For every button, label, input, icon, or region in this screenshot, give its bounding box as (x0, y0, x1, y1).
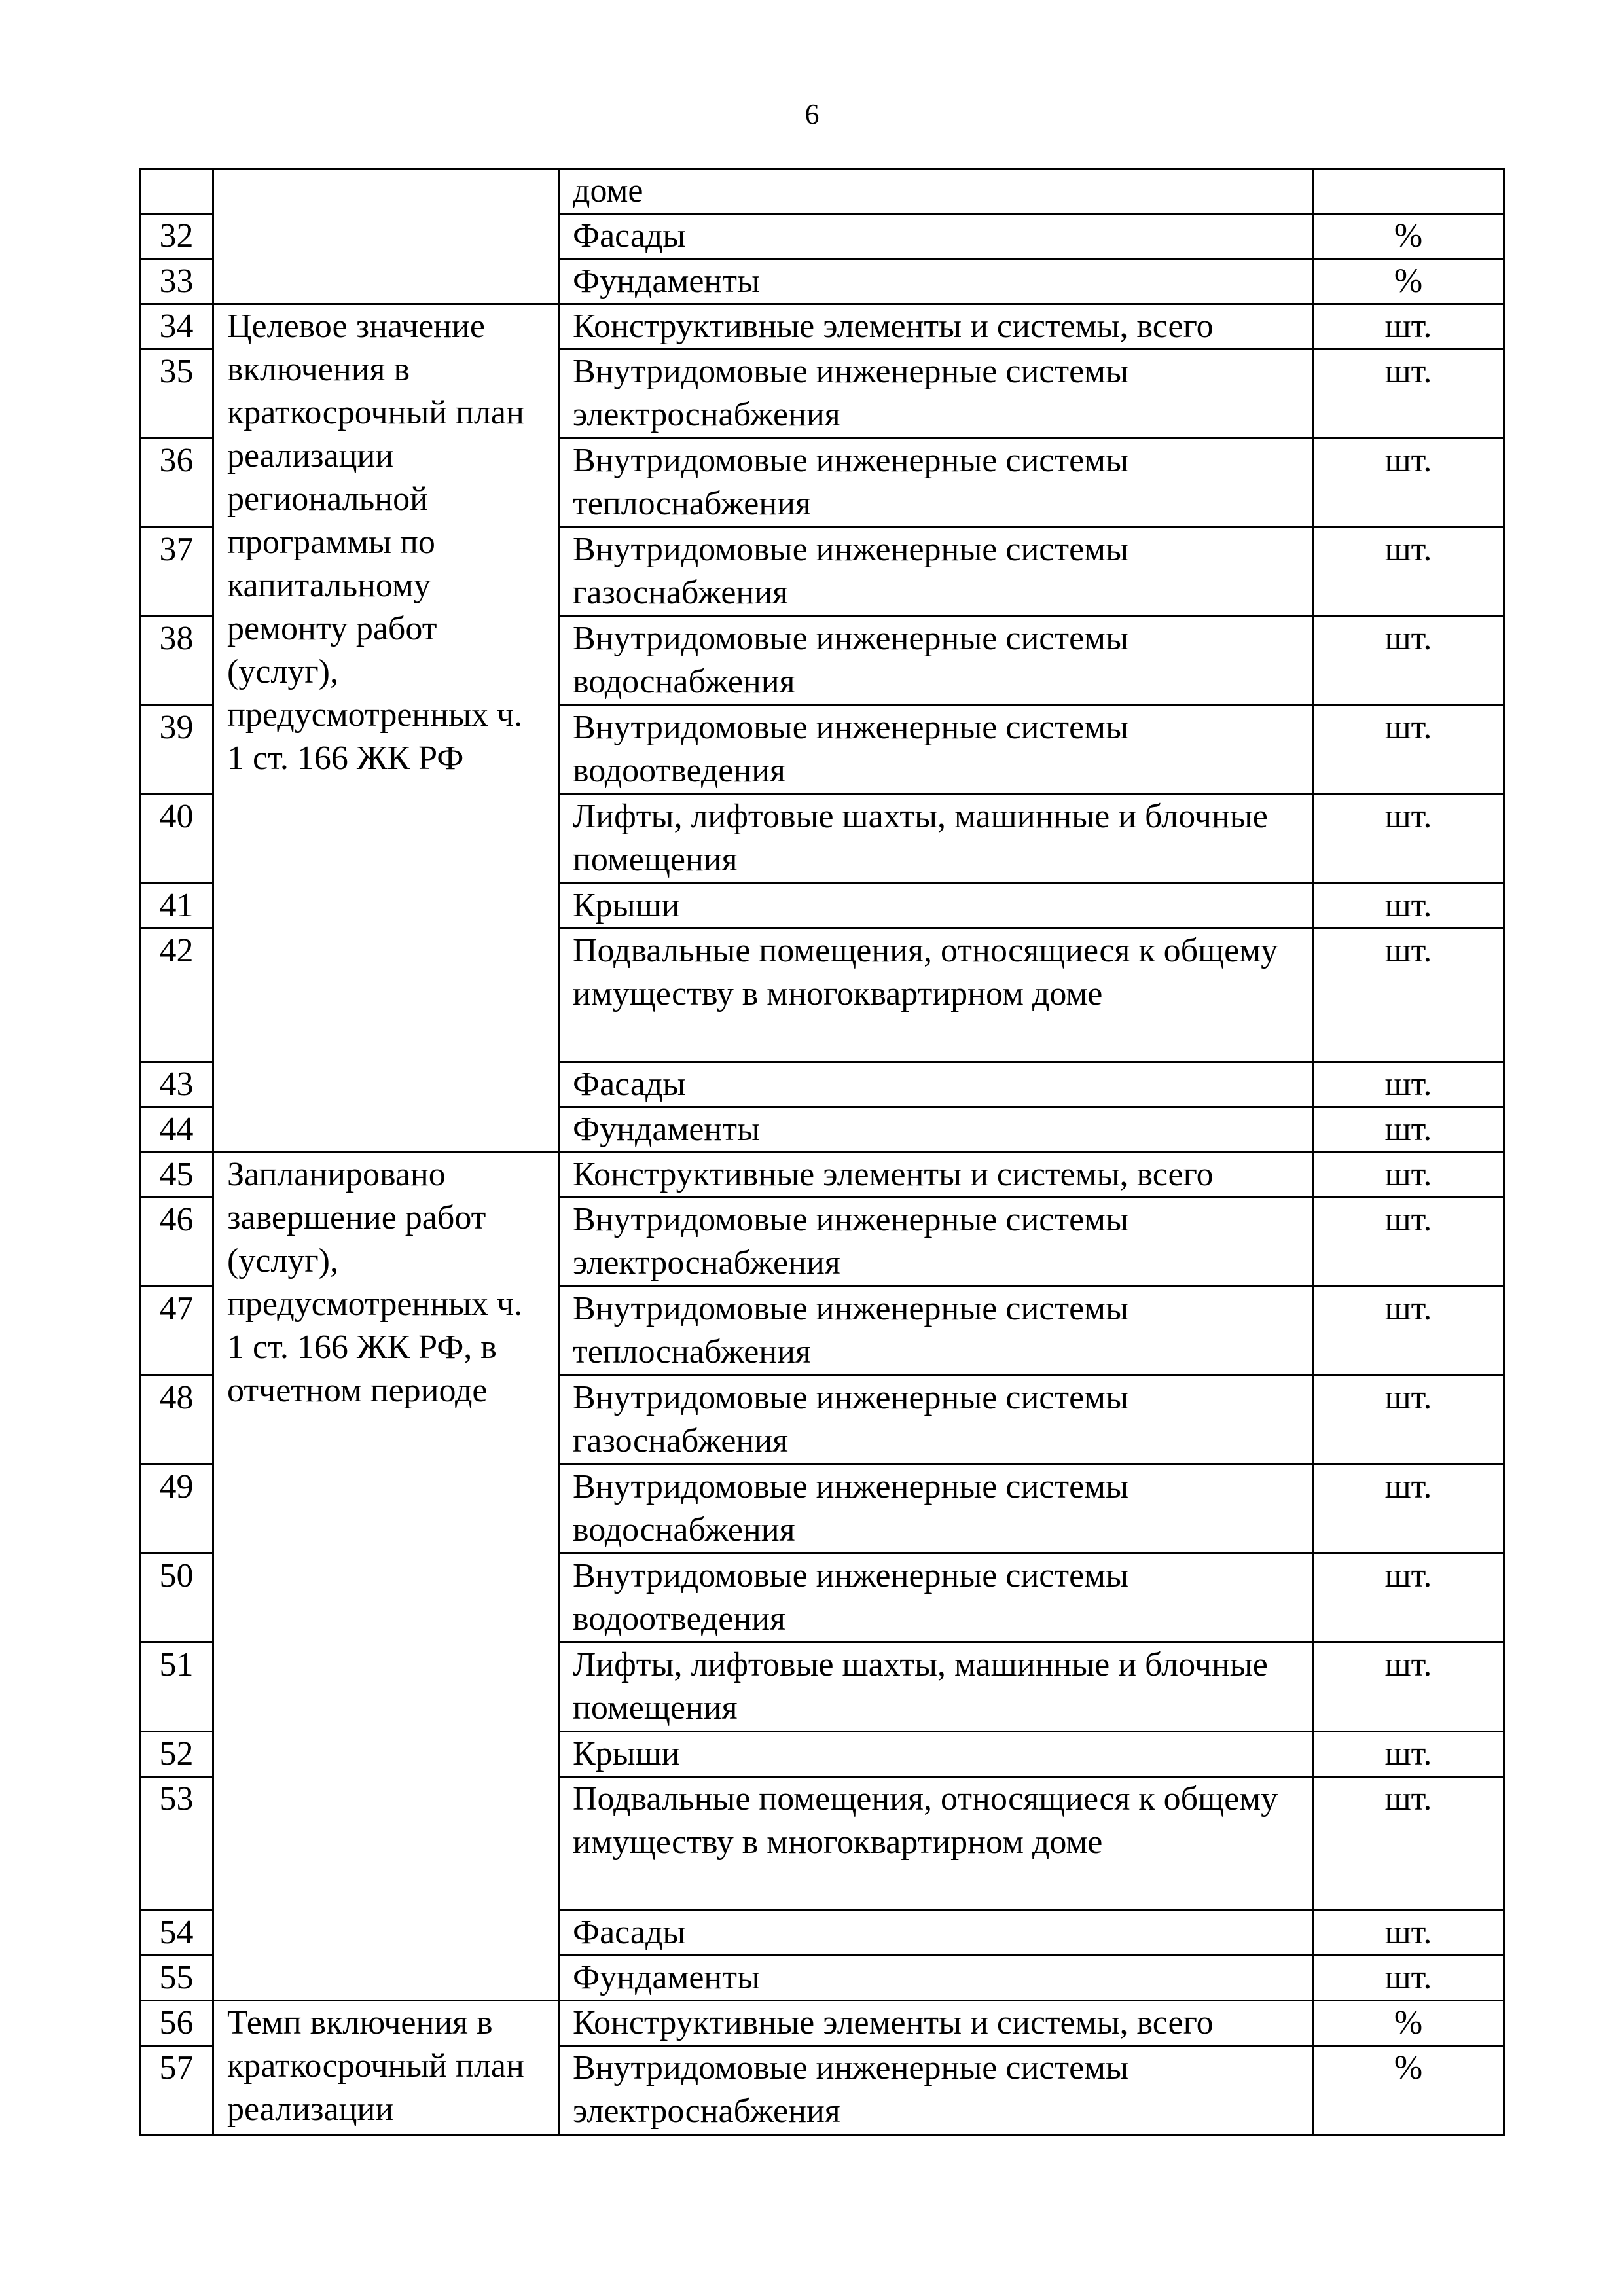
row-number: 41 (140, 884, 213, 929)
row-number (140, 169, 213, 214)
row-number: 53 (140, 1777, 213, 1910)
row-number: 47 (140, 1287, 213, 1376)
item-label: Внутридомовые инженерные системы теплоснабжения (559, 1287, 1313, 1376)
item-label: Внутридомовые инженерные системы теплоснабжения (559, 439, 1313, 528)
table-row (140, 169, 1504, 214)
unit-label: шт. (1313, 1062, 1504, 1107)
page-number: 6 (804, 98, 820, 130)
unit-label: шт. (1313, 1732, 1504, 1777)
unit-label (1313, 169, 1504, 214)
row-number: 54 (140, 1910, 213, 1956)
item-label: Внутридомовые инженерные системы водоснабжения (559, 617, 1313, 706)
table-row (140, 1153, 1504, 1198)
item-label: Конструктивные элементы и системы, всего (559, 304, 1313, 350)
row-number: 39 (140, 706, 213, 795)
item-label: Внутридомовые инженерные системы водоотведения (559, 1554, 1313, 1643)
unit-label: шт. (1313, 304, 1504, 350)
unit-label: шт. (1313, 884, 1504, 929)
unit-label: шт. (1313, 1376, 1504, 1465)
row-number: 50 (140, 1554, 213, 1643)
item-label: Фасады (559, 1910, 1313, 1956)
row-number: 55 (140, 1956, 213, 2001)
item-label: Фундаменты (559, 259, 1313, 304)
table-row (140, 304, 1504, 350)
item-label: доме (559, 169, 1313, 214)
unit-label: % (1313, 2046, 1504, 2135)
row-number: 40 (140, 795, 213, 884)
item-label: Подвальные помещения, относящиеся к общему имуществу в многоквартирном доме (559, 1777, 1313, 1910)
unit-label: % (1313, 259, 1504, 304)
item-label: Фундаменты (559, 1956, 1313, 2001)
item-label: Внутридомовые инженерные системы электроснабжения (559, 350, 1313, 439)
unit-label: шт. (1313, 1554, 1504, 1643)
item-label: Фундаменты (559, 1107, 1313, 1153)
unit-label: шт. (1313, 1153, 1504, 1198)
row-number: 32 (140, 214, 213, 259)
item-label: Крыши (559, 1732, 1313, 1777)
row-number: 52 (140, 1732, 213, 1777)
row-number: 38 (140, 617, 213, 706)
unit-label: шт. (1313, 795, 1504, 884)
unit-label: шт. (1313, 1910, 1504, 1956)
row-number: 35 (140, 350, 213, 439)
indicators-table (139, 168, 1505, 2136)
row-number: 44 (140, 1107, 213, 1153)
item-label: Лифты, лифтовые шахты, машинные и блочные помещения (559, 795, 1313, 884)
row-number: 57 (140, 2046, 213, 2135)
row-number: 56 (140, 2001, 213, 2046)
unit-label: шт. (1313, 929, 1504, 1062)
item-label: Крыши (559, 884, 1313, 929)
item-label: Подвальные помещения, относящиеся к общему имуществу в многоквартирном доме (559, 929, 1313, 1062)
group-label-planned: Запланировано завершение работ (услуг), предусмотренных ч. 1 ст. 166 ЖК РФ, в отчетном периоде (213, 1153, 559, 2001)
row-number: 37 (140, 528, 213, 617)
unit-label: % (1313, 2001, 1504, 2046)
unit-label: шт. (1313, 1107, 1504, 1153)
unit-label: шт. (1313, 1956, 1504, 2001)
unit-label: шт. (1313, 706, 1504, 795)
row-number: 45 (140, 1153, 213, 1198)
item-label: Конструктивные элементы и системы, всего (559, 1153, 1313, 1198)
unit-label: шт. (1313, 1643, 1504, 1732)
item-label: Внутридомовые инженерные системы электроснабжения (559, 1198, 1313, 1287)
unit-label: % (1313, 214, 1504, 259)
row-number: 36 (140, 439, 213, 528)
item-label: Внутридомовые инженерные системы электроснабжения (559, 2046, 1313, 2135)
item-label: Внутридомовые инженерные системы водоснабжения (559, 1465, 1313, 1554)
item-label: Лифты, лифтовые шахты, машинные и блочные помещения (559, 1643, 1313, 1732)
row-number: 46 (140, 1198, 213, 1287)
unit-label: шт. (1313, 528, 1504, 617)
unit-label: шт. (1313, 617, 1504, 706)
table-row (140, 2001, 1504, 2046)
group-label-rate: Темп включения в краткосрочный план реализации (213, 2001, 559, 2135)
item-label: Внутридомовые инженерные системы газоснабжения (559, 1376, 1313, 1465)
item-label: Конструктивные элементы и системы, всего (559, 2001, 1313, 2046)
unit-label: шт. (1313, 1465, 1504, 1554)
item-label: Внутридомовые инженерные системы водоотведения (559, 706, 1313, 795)
unit-label: шт. (1313, 439, 1504, 528)
item-label: Внутридомовые инженерные системы газоснабжения (559, 528, 1313, 617)
row-number: 48 (140, 1376, 213, 1465)
row-number: 43 (140, 1062, 213, 1107)
unit-label: шт. (1313, 350, 1504, 439)
row-number: 49 (140, 1465, 213, 1554)
row-number: 51 (140, 1643, 213, 1732)
unit-label: шт. (1313, 1777, 1504, 1910)
group-label-target: Целевое значение включения в краткосрочный план реализации региональной программы по капитальному ремонту работ (услуг), предусмотренных ч. 1 ст. 166 ЖК РФ (213, 304, 559, 1153)
item-label: Фасады (559, 1062, 1313, 1107)
row-number: 42 (140, 929, 213, 1062)
row-number: 34 (140, 304, 213, 350)
unit-label: шт. (1313, 1198, 1504, 1287)
group-label-empty (213, 169, 559, 304)
row-number: 33 (140, 259, 213, 304)
unit-label: шт. (1313, 1287, 1504, 1376)
item-label: Фасады (559, 214, 1313, 259)
